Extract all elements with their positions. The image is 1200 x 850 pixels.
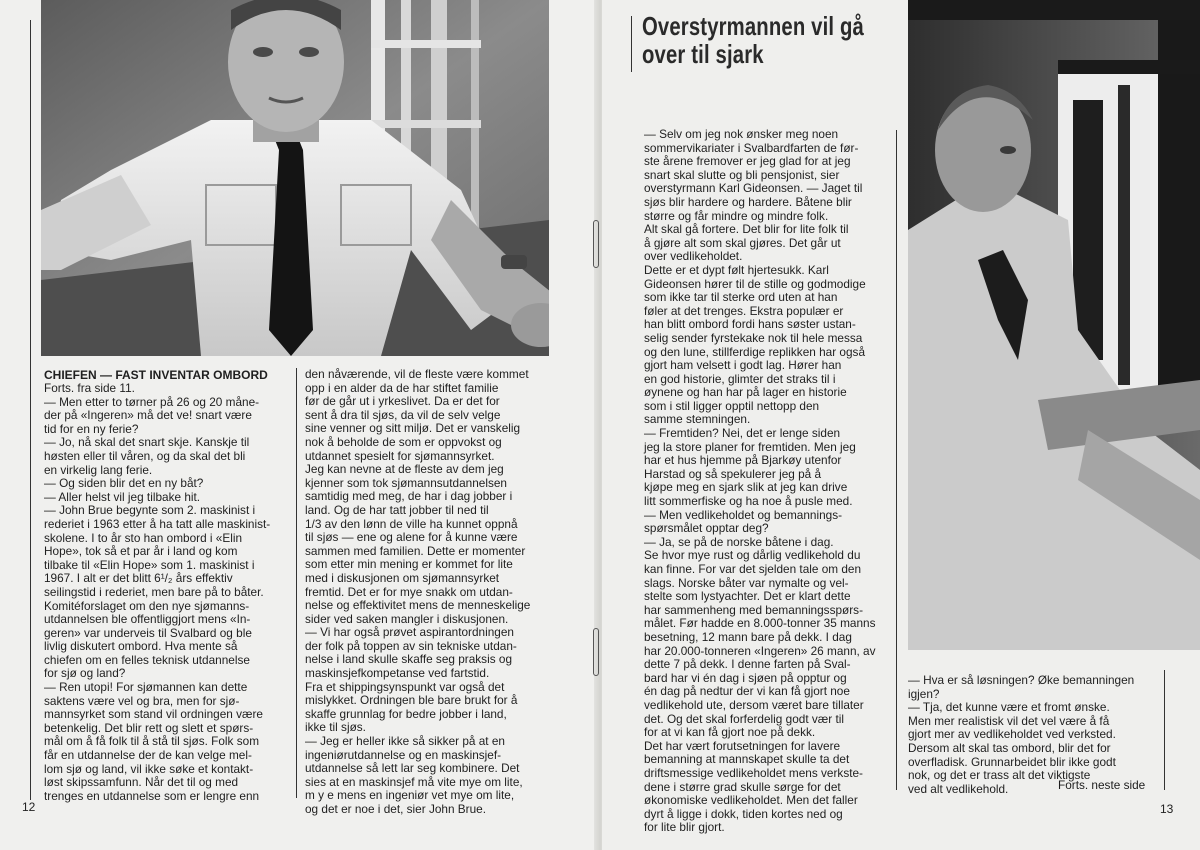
paragraph: — Og siden blir det en ny båt? (44, 476, 204, 491)
article-kicker: CHIEFEN — FAST INVENTAR OMBORD (44, 368, 268, 382)
paragraph: den nåværende, vil de fleste være kommet opp i en alder da de har stiftet familie før de går ut i yrkeslivet. Da er det for sent å dra til sjøs, da vil de selv velge sine venner og sitt miljø. Det er vanskelig nok å beholde de som er oppvokst og utdannet spesielt for sjømannsyrket. Jeg kan nevne at de fleste av dem jeg kjenner som tok sjømannsutdannelsen samtidig med meg, de har i dag jobber i land. Og de har tatt jobber til ned til 1/3 av den lønn de ville ha kunnet oppnå til sjøs — ene og alene for å kunne være sammen med familien. Dette er momenter som etter min mening er kommet for lite med i diskusjonen om sjømannsyrket fremtid. Det er for mye snakk om utdan- nelse og effektivitet mens de menneskelige sider ved saken mangler i diskusjonen. (305, 367, 531, 626)
continued-from-note: Forts. fra side 11. (44, 381, 135, 395)
paragraph: — John Brue begynte som 2. maskinist i rederiet i 1963 etter å ha tatt alle maskinist- skolene. I to år sto han ombord i «Elin Hope», tok så et par år i land og kom tilbake til «Elin Hope» som 1. maskinist i 1967. I alt er det blitt 6¹/₂ års effektiv seilingstid i rederiet, men bare på to båter. Komitéforslaget om den nye sjømanns- utdannelsen ble offentliggjort mens «In- geren» var underveis til Svalbard og ble livlig diskutert ombord. Hva mente så chiefen om en felles teknisk utdannelse for sjø og land? (44, 503, 271, 681)
column-divider-lower (1164, 670, 1165, 790)
paragraph: — Hva er så løsningen? Øke bemanningen igjen? (908, 673, 1135, 701)
right-column-1 (644, 128, 894, 835)
left-column-2 (305, 368, 557, 817)
paragraph: — Vi har også prøvet aspirantordningen der folk på toppen av sin tekniske utdan- nelse i land skulle skaffe seg praksis og maskinsjefkompetanse ved fartstid. Fra et shippingsynspunkt var også det mislykket. Ordningen ble bare brukt for å skaffe grunnlag for bedre jobber i land, ikke til sjøs. (305, 625, 518, 735)
paragraph: — Men etter to tørner på 26 og 20 måne- der på «Ingeren» må det ve! snart være tid for en ny ferie? (44, 394, 260, 436)
staple-top (593, 220, 599, 268)
page-edge-rule (30, 20, 31, 800)
paragraph: — Ja, se på de norske båtene i dag. Se hvor mye rust og dårlig vedlikehold du kan finne. For var det sjelden tale om den slags. Norske båter var nymalte og vel- stelte som lystyachter. Det er klart dette har sammenheng med bemanningsspørs- målet. Før hadde en 8.000-tonner 35 manns besetning, 12 mann bare på dekk. I dag har 20.000-tonneren «Ingeren» 26 mann, av dette 7 på dekk. I denne farten på Sval- bard har vi én dag i sjøen på opptur og én dag på nedtur der vi kan få gjort noe vedlikehold ute, dersom været bare tillater det. Og det skal forferdelig godt vær til for at vi kan få gjort noe på dekk. Det har vært forutsetningen for lavere bemanning at mannskapet skulle ta det driftsmessige vedlikeholdet mens verkste- dene i større grad skulle sørge for det økonomiske vedlikeholdet. Men det faller dyrt å ligge i dokk, tiden kortes ned og for lite blir gjort. (644, 534, 876, 835)
page-number-right: 13 (1160, 802, 1174, 816)
column-divider-right (896, 130, 897, 790)
chief-engineer-photo (41, 0, 549, 356)
page-number-left: 12 (22, 800, 36, 814)
paragraph: — Jo, nå skal det snart skje. Kanskje til høsten eller til våren, og da skal det bli en virkelig lang ferie. (44, 435, 250, 477)
paragraph: — Fremtiden? Nei, det er lenge siden jeg la store planer for fremtiden. Men jeg har et hus hjemme på Bjarkøy utenfor Harstad og så spekulerer jeg på å kjøpe meg en sjark slik at jeg kan drive litt sommerfiske og ha noe å pusle med. (644, 426, 856, 509)
paragraph: — Tja, det kunne være et fromt ønske. Men mer realistisk vil det vel være å få gjort mer av vedlikeholdet ved verksted. Dersom alt skal tas ombord, blir det for overfladisk. Grunnarbeidet blir ikke godt nok, og det er trass alt det viktigste ved alt vedlikehold. (908, 700, 1116, 796)
paragraph: — Ren utopi! For sjømannen kan dette saktens være vel og bra, men for sjø- mannsyrket som stand vil ordningen være betenkelig. Det blir rett og slett et spørs- mål om å få folk til å stå til sjøs. Folk som får en utdannelse der de kan velge mel- lom sjø og land, vil ikke søke et kontakt- løst skipssamfunn. Når det til og med trenges en utdannelse som er lengre enn (44, 680, 263, 803)
staple-bottom (593, 628, 599, 676)
headline-text: Overstyrmannen vil gå over til sjark (642, 11, 864, 69)
chief-officer-photo (908, 0, 1200, 650)
headline-rule (631, 16, 632, 72)
article-headline (642, 12, 899, 68)
left-column-1 (44, 368, 292, 803)
column-divider (296, 368, 297, 798)
paragraph: — Aller helst vil jeg tilbake hit. (44, 489, 201, 504)
chief-engineer-illustration (41, 0, 549, 356)
paragraph: — Selv om jeg nok ønsker meg noen sommervikariater i Svalbardfarten de før- ste årene fremover er jeg glad for at jeg snart skal slutte og bli pensjonist, sier overstyrmann Karl Gideonsen. — Jaget til sjøs blir hardere og hardere. Båtene blir større og får mindre og mindre folk. Alt skal gå fortere. Det blir for lite folk til å gjøre alt som skal gjøres. Det går ut over vedlikeholdet. Dette er et dypt følt hjertesukk. Karl Gideonsen hører til de stille og godmodige som ikke tar til sterke ord uten at han føler at det trenges. Ekstra populær er han blitt ombord fordi hans søster ustan- selig sender fyrstekake nok til hele messa og den lune, stillferdige replikken har også gjort ham velsett i godt lag. Hører han en god historie, glimter det straks til i øynene og han har på lager en historie som i stil ligger opptil nettopp den samme stemningen. (644, 127, 866, 427)
paragraph: — Jeg er heller ikke så sikker på at en ingeniørutdannelse og en maskinsjef- utdannelse så lett lar seg kombinere. Det sies at en maskinsjef må vite mye om lite, m y e mens en ingeniør vet mye om lite, og det er noe i det, sier John Brue. (305, 734, 523, 816)
continued-next-note: Forts. neste side (1058, 778, 1146, 792)
chief-officer-illustration (908, 0, 1200, 650)
paragraph: — Men vedlikeholdet og bemannings- spørsmålet opptar deg? (644, 507, 843, 536)
